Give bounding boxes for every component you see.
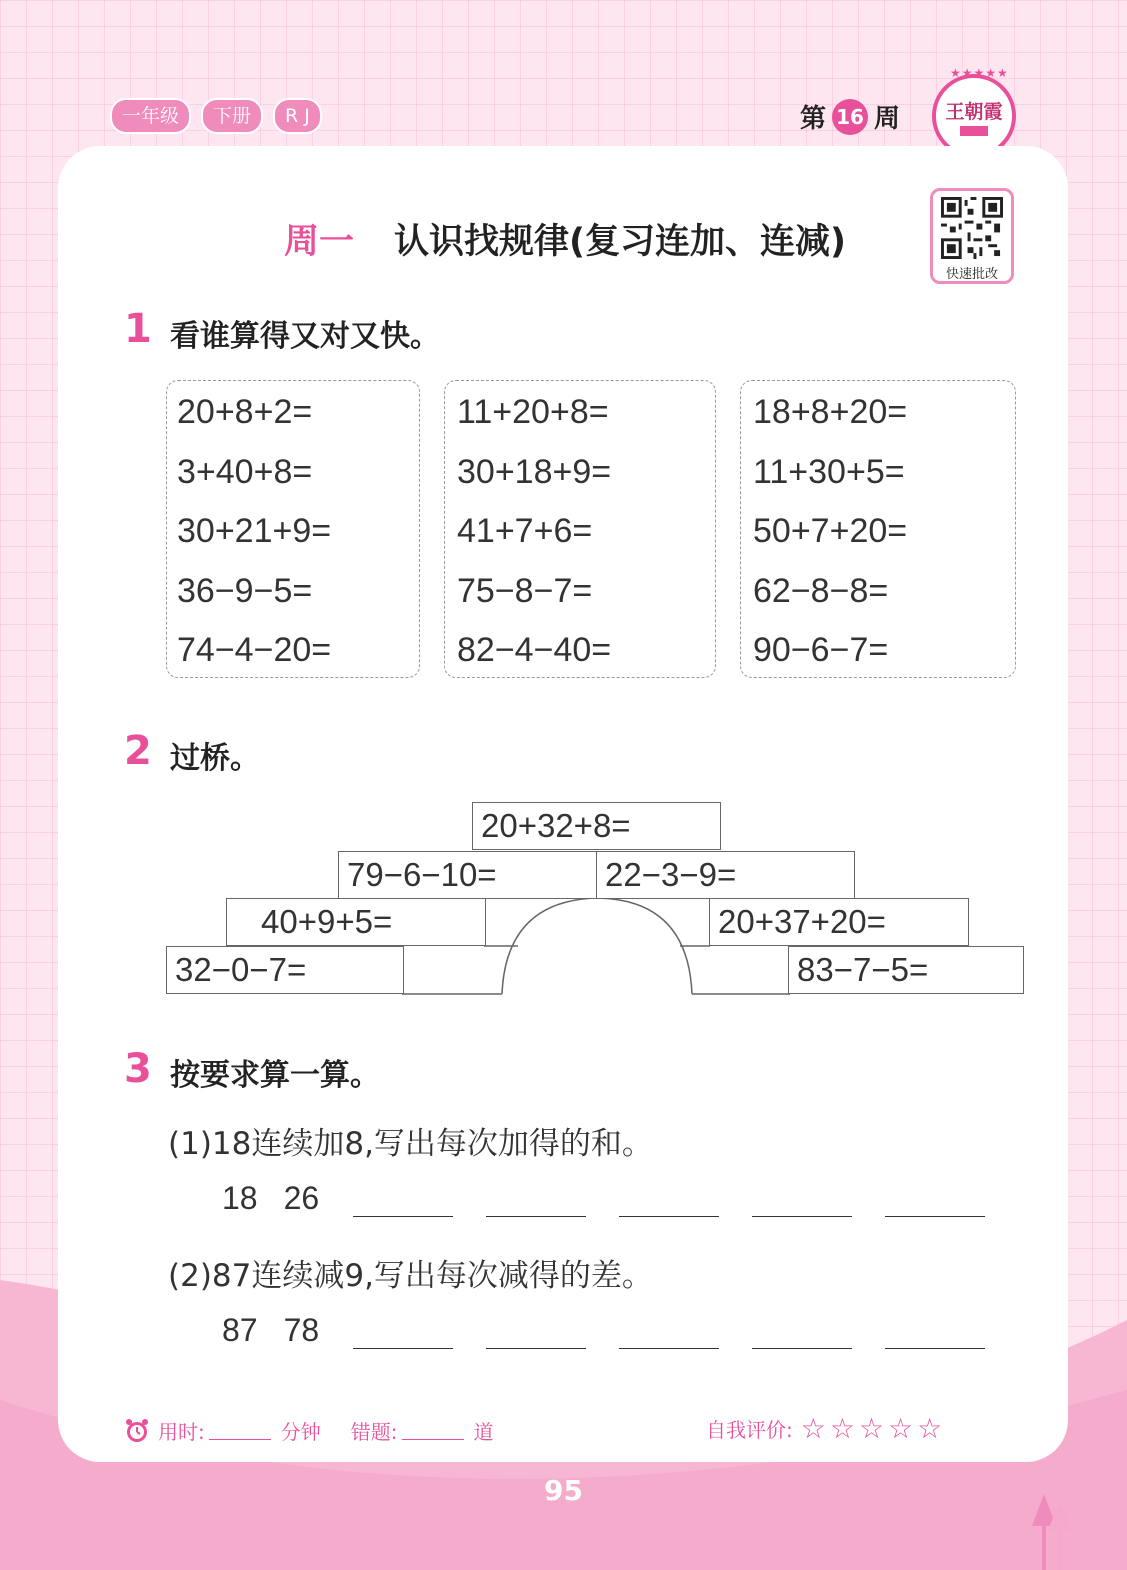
volume-badge: 下册 [201, 98, 263, 134]
time-unit: 分钟 [280, 1420, 321, 1444]
sequence-value: 26 [283, 1180, 320, 1216]
answer-blank[interactable] [353, 1182, 453, 1217]
bridge-diagram [160, 800, 1040, 1000]
section-2-title: 过桥。 [170, 741, 260, 776]
equation-group-1 [166, 380, 420, 678]
time-label: 用时: [158, 1420, 205, 1444]
answer-blank[interactable] [486, 1182, 586, 1217]
rating-stars[interactable]: ☆☆☆☆☆ [800, 1412, 947, 1445]
alarm-clock-icon [124, 1418, 150, 1444]
equation-group-2 [444, 380, 716, 678]
logo-ribbon-icon [960, 126, 988, 136]
equation: 36−9−5= [177, 572, 313, 610]
bridge-brick: 32−0−7= [166, 946, 404, 994]
answer-blank[interactable] [752, 1314, 852, 1349]
arrows-decoration-icon [1030, 1490, 1080, 1570]
equation: 50+7+20= [753, 512, 908, 550]
logo-text: 王朝霞 [945, 100, 1003, 123]
section-3-number: 3 [124, 1046, 152, 1092]
qr-label: 快速批改 [945, 267, 998, 282]
section-1-title: 看谁算得又对又快。 [170, 319, 440, 354]
equation: 3+40+8= [177, 453, 313, 491]
grade-badges [110, 98, 322, 134]
sequence-value: 18 [222, 1180, 258, 1216]
equation-group-3 [740, 380, 1016, 678]
qr-code-icon [941, 197, 1003, 259]
bridge-brick: 83−7−5= [788, 946, 1024, 994]
logo-stars-icon: ★★★★★ [950, 66, 1009, 80]
equation: 18+8+20= [753, 393, 908, 431]
equation: 82−4−40= [457, 631, 612, 669]
equation: 62−8−8= [753, 572, 889, 610]
week-prefix: 第 [800, 104, 827, 134]
bridge-brick: 79−6−10= [338, 851, 598, 899]
equation: 11+20+8= [457, 393, 609, 431]
question-2: (2)87连续减9,写出每次减得的差。 [168, 1258, 653, 1294]
answer-blank[interactable] [486, 1314, 586, 1349]
answer-blank[interactable] [353, 1314, 453, 1349]
title-topic: 认识找规律(复习连加、连减) [394, 222, 847, 262]
bridge-brick-top: 20+32+8= [472, 802, 721, 850]
answer-blank[interactable] [885, 1314, 985, 1349]
week-suffix: 周 [874, 104, 901, 134]
sequence-row-1 [222, 1180, 985, 1217]
equation: 75−8−7= [457, 572, 593, 610]
equation: 74−4−20= [177, 631, 332, 669]
section-2-number: 2 [124, 728, 152, 774]
bridge-brick: 40+9+5= [226, 898, 486, 946]
errors-unit: 道 [473, 1420, 494, 1444]
equation: 41+7+6= [457, 512, 593, 550]
grade-badge: 一年级 [110, 98, 191, 134]
errors-blank[interactable] [402, 1421, 464, 1440]
bridge-brick: 20+37+20= [709, 898, 969, 946]
sequence-row-2 [222, 1312, 985, 1349]
week-indicator [800, 98, 900, 135]
self-evaluation [706, 1412, 946, 1445]
bridge-brick: 22−3−9= [596, 851, 855, 899]
answer-blank[interactable] [619, 1314, 719, 1349]
page-title [284, 214, 846, 264]
equation: 30+21+9= [177, 512, 332, 550]
edition-badge: R J [273, 98, 322, 134]
sequence-value: 78 [283, 1312, 320, 1348]
errors-label: 错题: [350, 1420, 398, 1444]
equation: 20+8+2= [177, 393, 313, 431]
equation: 90−6−7= [753, 631, 889, 669]
page-number: 95 [544, 1474, 583, 1507]
qr-panel[interactable] [930, 188, 1014, 284]
equation: 30+18+9= [457, 453, 612, 491]
answer-blank[interactable] [619, 1182, 719, 1217]
time-tracker [124, 1416, 494, 1445]
section-3-title: 按要求算一算。 [170, 1058, 380, 1093]
week-number: 16 [832, 99, 868, 135]
answer-blank[interactable] [885, 1182, 985, 1217]
title-day: 周一 [284, 222, 355, 262]
time-blank[interactable] [209, 1421, 271, 1440]
equation: 11+30+5= [753, 453, 905, 491]
section-1-number: 1 [124, 306, 152, 352]
sequence-value: 87 [222, 1312, 258, 1348]
answer-blank[interactable] [752, 1182, 852, 1217]
question-1: (1)18连续加8,写出每次加得的和。 [168, 1126, 653, 1162]
self-eval-label: 自我评价: [706, 1418, 793, 1442]
